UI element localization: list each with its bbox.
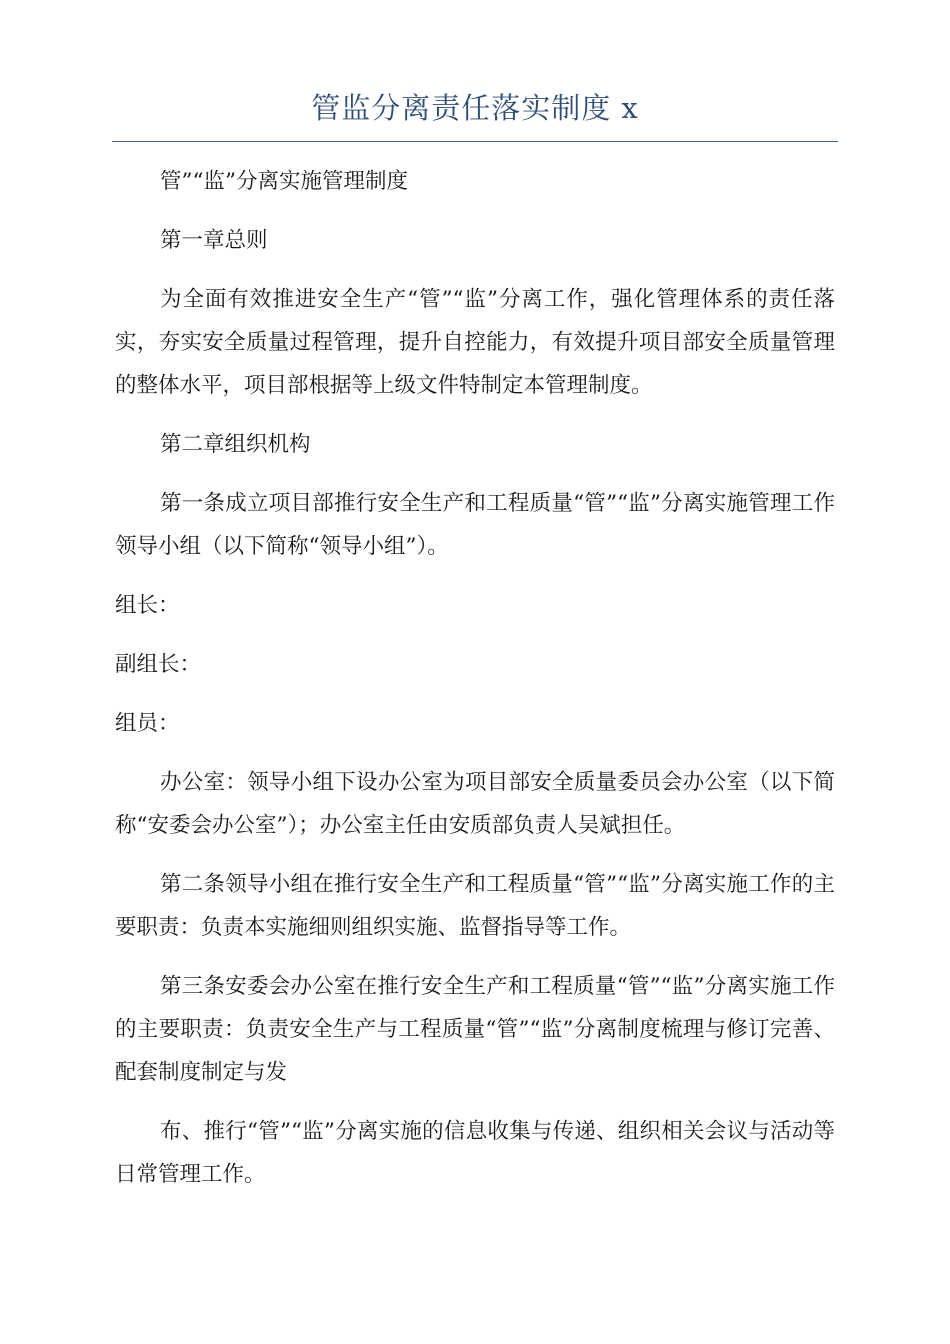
role-line: 组员： [115, 711, 180, 736]
body-paragraph: 为全面有效推进安全生产“管”“监”分离工作，强化管理体系的责任落实，夯实安全质量过程管理，提升自控能力，有效提升项目部安全质量管理的整体水平，项目部根据等上级文件特制定本管理制度。 [115, 287, 835, 398]
subtitle-paragraph: 管”“监”分离实施管理制度 [160, 169, 408, 194]
document-title: 管监分离责任落实制度 x [311, 91, 639, 125]
chapter-heading: 第一章总则 [160, 228, 268, 253]
role-line: 组长： [115, 593, 180, 618]
body-paragraph: 第一条成立项目部推行安全生产和工程质量“管”“监”分离实施管理工作领导小组（以下简称“领导小组”）。 [115, 491, 835, 559]
role-line: 副组长： [115, 652, 202, 677]
body-paragraph: 第三条安委会办公室在推行安全生产和工程质量“管”“监”分离实施工作的主要职责：负责安全生产与工程质量“管”“监”分离制度梳理与修订完善、配套制度制定与发 [115, 974, 835, 1085]
body-paragraph: 布、推行“管”“监”分离实施的信息收集与传递、组织相关会议与活动等日常管理工作。 [115, 1119, 835, 1187]
body-paragraph: 第二条领导小组在推行安全生产和工程质量“管”“监”分离实施工作的主要职责：负责本实施细则组织实施、监督指导等工作。 [115, 872, 835, 940]
body-paragraph: 办公室：领导小组下设办公室为项目部安全质量委员会办公室（以下简称“安委会办公室”）；办公室主任由安质部负责人吴斌担任。 [115, 770, 835, 838]
document-body [115, 160, 835, 1212]
chapter-heading: 第二章组织机构 [160, 432, 311, 457]
title-divider [112, 141, 838, 142]
